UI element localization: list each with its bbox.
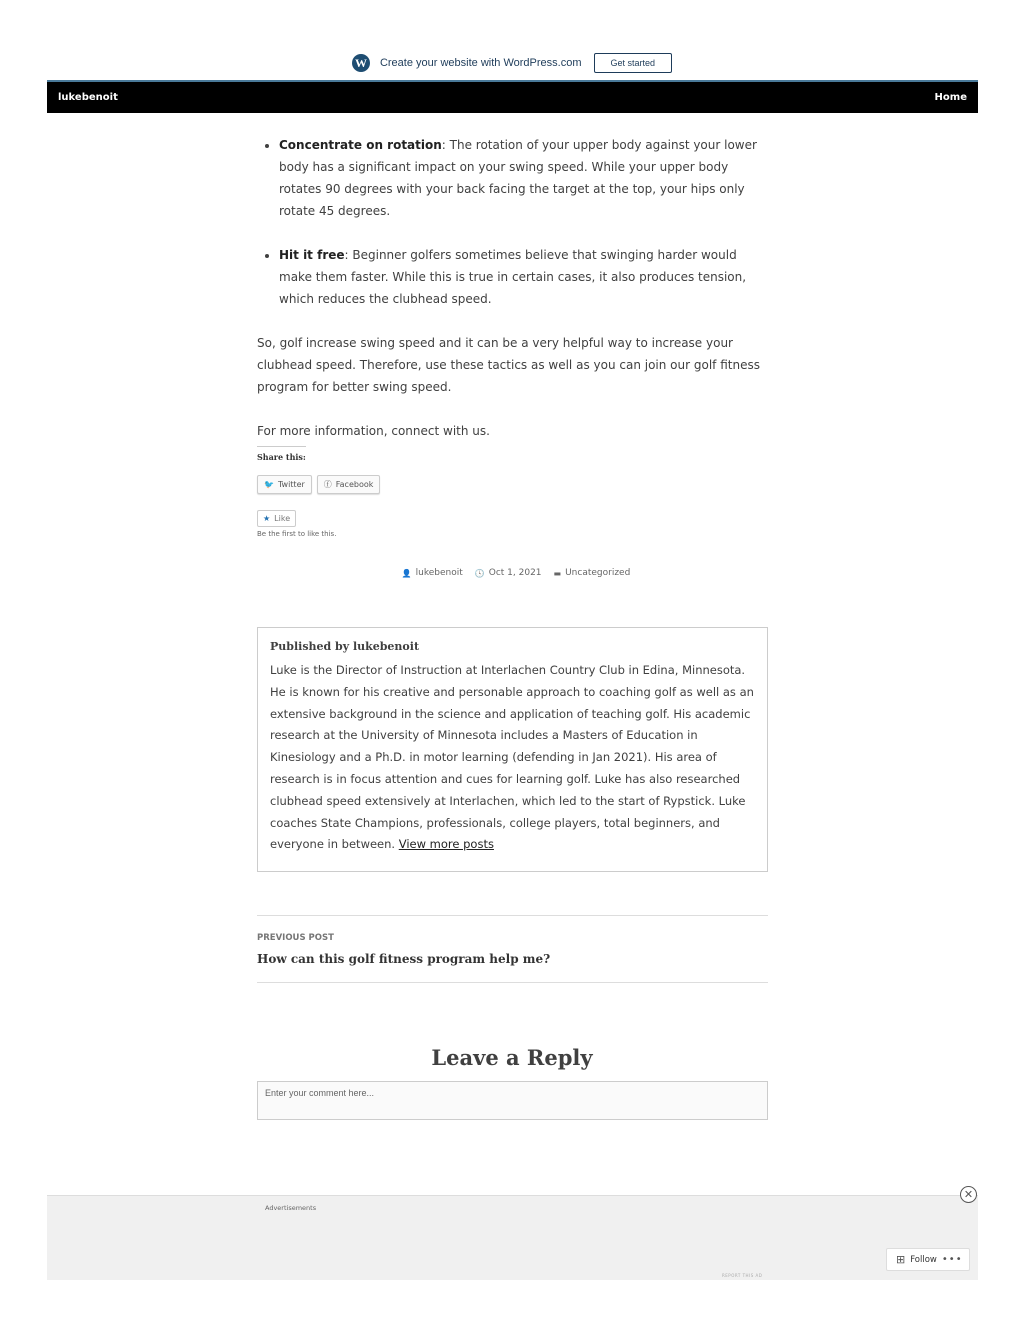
clock-icon: 🕓 [474, 568, 485, 578]
reply-title: Leave a Reply [431, 1045, 593, 1070]
share-facebook-label: Facebook [335, 480, 374, 489]
list-item-text: : The rotation of your upper body against your lower body has a significant impact on your swing speed. While your upper body rotates 90 degrees with your back facing the target at the top, your hips only rotate 45 degrees. [279, 138, 757, 218]
meta-category-label: Uncategorized [565, 568, 631, 578]
post-navigation[interactable] [257, 915, 768, 983]
get-started-button[interactable]: Get started [594, 53, 673, 73]
ad-area [47, 1195, 978, 1280]
report-ad-link[interactable]: REPORT THIS AD [722, 1273, 763, 1278]
close-icon[interactable]: ✕ [960, 1186, 977, 1203]
meta-date[interactable] [475, 568, 542, 578]
share-facebook-button[interactable] [317, 475, 381, 494]
share-twitter-label: Twitter [277, 480, 305, 489]
follow-button[interactable]: Follow [910, 1254, 937, 1265]
folder-icon: ▬ [553, 568, 562, 578]
wordpress-logo-icon[interactable]: W [352, 54, 370, 72]
author-title: Published by lukebenoit [270, 640, 420, 653]
site-title[interactable]: lukebenoit [58, 92, 118, 103]
person-icon: 👤 [401, 568, 412, 578]
author-bio [270, 660, 755, 856]
previous-post-label: PREVIOUS POST [257, 933, 334, 943]
like-button[interactable] [257, 510, 296, 527]
site-header [47, 80, 978, 113]
follow-bar [886, 1248, 970, 1271]
ad-label: Advertisements [265, 1204, 317, 1212]
more-icon[interactable]: ••• [941, 1254, 963, 1265]
twitter-icon: 🐦 [264, 480, 274, 489]
post-meta [0, 568, 1024, 578]
list-item-heading: Concentrate on rotation [279, 138, 442, 152]
list-item [279, 134, 769, 222]
create-website-link[interactable]: Create your website with WordPress.com [379, 57, 582, 69]
like-label: Like [274, 514, 291, 523]
wordpress-promo-bar [0, 52, 1024, 74]
follow-icon[interactable]: ⊞ [896, 1253, 906, 1266]
share-title: Share this: [257, 446, 306, 462]
share-buttons [257, 475, 380, 494]
paragraph: For more information, connect with us. [257, 424, 490, 438]
meta-author-label: lukebenoit [415, 568, 463, 578]
nav-home-link[interactable]: Home [934, 92, 967, 103]
previous-post-title[interactable]: How can this golf fitness program help me? [257, 952, 551, 966]
paragraph: So, golf increase swing speed and it can be a very helpful way to increase your clubhead speed. Therefore, use these tactics as well as you can join our golf fitness program for better swing speed. [257, 336, 760, 394]
meta-author[interactable] [402, 568, 463, 578]
meta-date-label: Oct 1, 2021 [488, 568, 542, 578]
comment-input[interactable]: Enter your comment here... [257, 1081, 768, 1120]
like-note: Be the first to like this. [257, 530, 337, 538]
author-box [257, 627, 768, 872]
star-icon: ★ [263, 514, 271, 523]
list-item [279, 244, 769, 310]
view-more-posts-link[interactable]: View more posts [398, 837, 494, 852]
facebook-icon: ⓕ [323, 480, 332, 489]
list-item-heading: Hit it free [279, 248, 345, 262]
meta-category[interactable] [554, 568, 631, 578]
tips-list [257, 134, 769, 310]
list-item-text: : Beginner golfers sometimes believe that swinging harder would make them faster. While this is true in certain cases, it also produces tension, which reduces the clubhead speed. [279, 248, 747, 306]
author-bio-text: Luke is the Director of Instruction at Interlachen Country Club in Edina, Minnesota. He is known for his creative and personable approach to coaching golf as well as an extensive background in the science and application of teaching golf. His academic research at the University of Minnesota includes a Masters of Education in Kinesiology and a Ph.D. in motor learning (defending in Jan 2021). His area of research is in focus attention and cues for learning golf. Luke has also researched clubhead speed extensively at Interlachen, which led to the start of Rypstick. Luke coaches State Champions, professionals, college players, total beginners, and everyone in between. [270, 663, 754, 852]
share-twitter-button[interactable] [257, 475, 312, 494]
post-content [257, 134, 769, 464]
